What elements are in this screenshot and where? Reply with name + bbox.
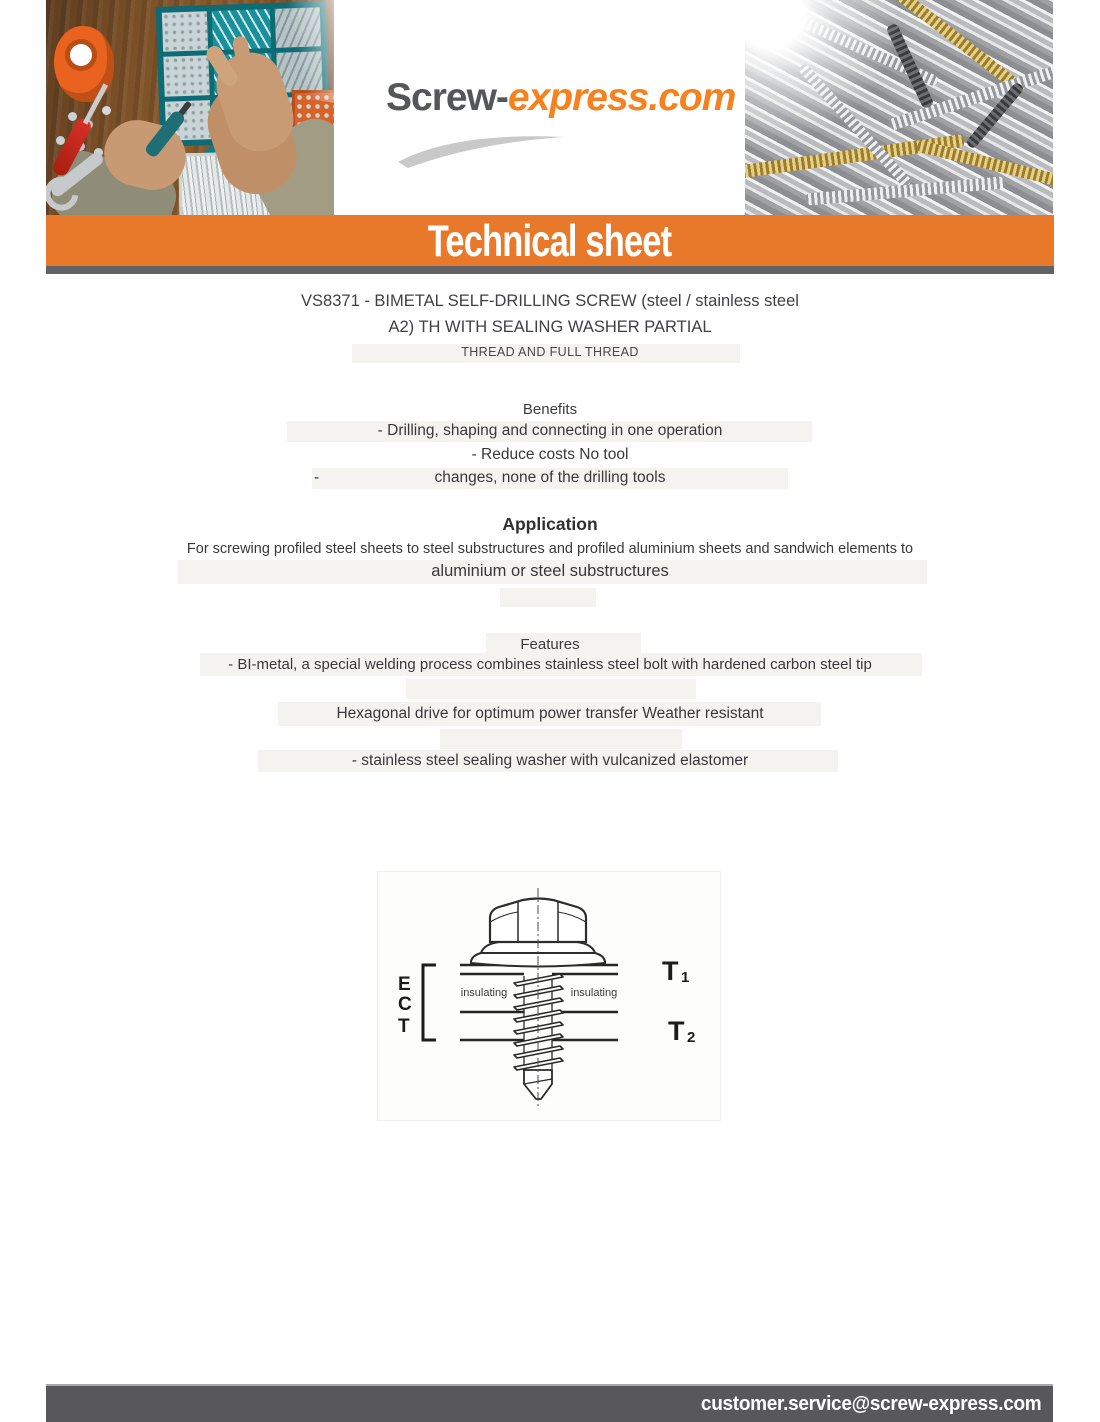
benefits-line1: - Drilling, shaping and connecting in one operation <box>377 422 723 439</box>
screw-image <box>805 176 1005 205</box>
screw-image <box>797 62 912 188</box>
product-title-line2: A2) TH WITH SEALING WASHER PARTIAL <box>388 318 712 336</box>
benefits-line3 <box>46 469 1054 487</box>
screw-image <box>886 23 935 110</box>
dimension-bracket <box>423 965 436 1040</box>
banner-technical-sheet <box>46 215 1054 266</box>
scattered-washers <box>68 112 77 121</box>
product-subtitle: THREAD AND FULL THREAD <box>461 345 639 359</box>
footer-bar <box>46 1384 1053 1422</box>
screw-image <box>965 81 1025 149</box>
screw-image <box>771 4 940 87</box>
t1-label: T <box>662 956 679 986</box>
header-photo-workbench <box>46 0 334 215</box>
screw-image <box>916 140 1053 193</box>
features-heading: Features <box>520 636 580 653</box>
logo-text-express: express.com <box>507 76 736 119</box>
insulating-label-right: insulating <box>570 987 618 999</box>
brand-logo <box>386 76 735 120</box>
screw-image <box>888 61 1053 131</box>
t2-label: T <box>668 1016 685 1046</box>
organizer-cell <box>162 11 208 52</box>
screw-image <box>745 134 965 179</box>
benefits-heading: Benefits <box>522 401 578 418</box>
product-title <box>46 288 1054 340</box>
erased-text-band <box>440 729 682 749</box>
erased-text-band <box>500 588 596 607</box>
organizer-cell <box>276 52 322 93</box>
features-line2: Hexagonal drive for optimum power transfer Weather resistant <box>336 705 764 722</box>
erased-text-band <box>406 679 696 699</box>
benefits-line3-dash: - <box>314 469 320 486</box>
divider-strip <box>46 266 1054 274</box>
bracket-label-e: E <box>398 974 411 995</box>
footer-email: customer.service@screw-express.com <box>700 1392 1041 1415</box>
bracket-label-c: C <box>398 994 412 1015</box>
t2-subscript: 2 <box>687 1029 696 1046</box>
application-line2: aluminium or steel substructures <box>431 562 669 580</box>
benefits-line3-text: changes, none of the drilling tools <box>434 469 666 486</box>
screw-cross-section-diagram <box>378 872 720 1120</box>
logo-swoosh <box>392 128 572 170</box>
insulating-label-left: insulating <box>460 987 508 999</box>
features-line3: - stainless steel sealing washer with vulcanized elastomer <box>351 752 749 769</box>
banner-title: Technical sheet <box>428 215 672 265</box>
product-title-line1: VS8371 - BIMETAL SELF-DRILLING SCREW (steel / stainless steel <box>301 292 799 310</box>
bracket-label-t: T <box>398 1016 410 1037</box>
screw-image <box>854 0 1027 95</box>
screw-diagram-svg <box>378 872 720 1120</box>
application-heading: Application <box>502 514 598 534</box>
t1-subscript: 1 <box>681 969 690 986</box>
organizer-cell <box>163 56 209 97</box>
benefits-line2: - Reduce costs No tool <box>471 446 629 463</box>
features-line1: - BI-metal, a special welding process combines stainless steel bolt with hardened carbon steel tip <box>228 656 872 673</box>
application-line1: For screwing profiled steel sheets to steel substructures and profiled aluminium sheets and sandwich elements to <box>186 541 914 557</box>
header-photo-screws <box>745 0 1053 218</box>
organizer-cell <box>275 7 321 48</box>
logo-text-screw: Screw- <box>386 76 508 119</box>
